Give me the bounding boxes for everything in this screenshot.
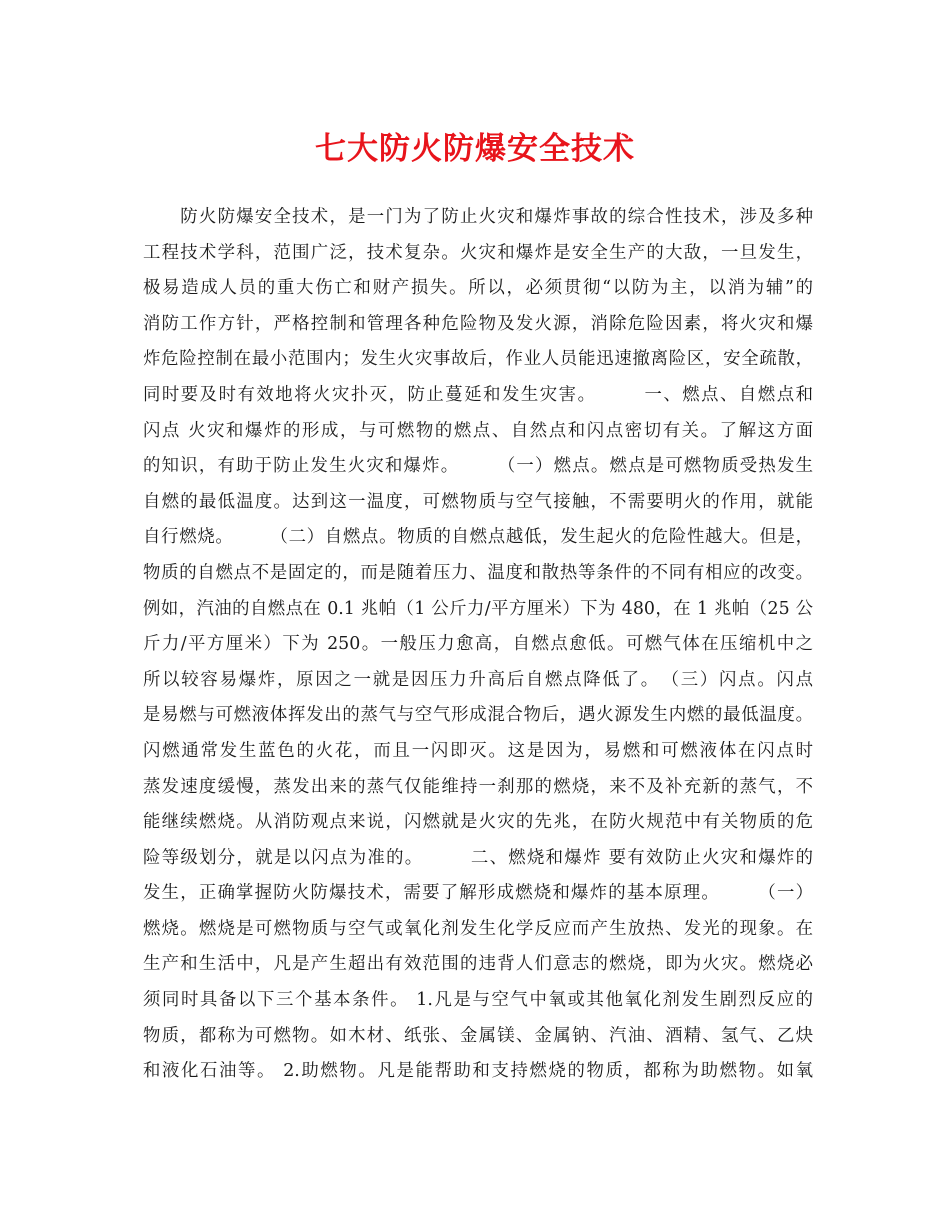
body-line: 险等级划分，就是以闪点为准的。 二、燃烧和爆炸 要有效防止火灾和爆炸的 bbox=[143, 847, 813, 868]
body-line: 工程技术学科，范围广泛，技术复杂。火灾和爆炸是安全生产的大敌，一旦发生， bbox=[143, 242, 813, 263]
body-line: 和液化石油等。 2.助燃物。凡是能帮助和支持燃烧的物质，都称为助燃物。如氧 bbox=[143, 1061, 813, 1082]
body-line: 能继续燃烧。从消防观点来说，闪燃就是火灾的先兆，在防火规范中有关物质的危 bbox=[143, 812, 813, 833]
document-title: 七大防火防爆安全技术 bbox=[315, 131, 635, 167]
body-line: 斤力/平方厘米）下为 250。一般压力愈高，自燃点愈低。可燃气体在压缩机中之 bbox=[143, 634, 813, 655]
body-line: 发生，正确掌握防火防爆技术，需要了解形成燃烧和爆炸的基本原理。 （一） bbox=[143, 883, 813, 904]
body-line: 闪燃通常发生蓝色的火花，而且一闪即灭。这是因为，易燃和可燃液体在闪点时 bbox=[143, 740, 813, 761]
document-body bbox=[143, 200, 813, 1090]
body-line: 蒸发速度缓慢，蒸发出来的蒸气仅能维持一刹那的燃烧，来不及补充新的蒸气，不 bbox=[143, 776, 813, 797]
body-line: 闪点 火灾和爆炸的形成，与可燃物的燃点、自然点和闪点密切有关。了解这方面 bbox=[143, 420, 813, 441]
body-line: 物质，都称为可燃物。如木材、纸张、金属镁、金属钠、汽油、酒精、氢气、乙炔 bbox=[143, 1025, 813, 1046]
body-line: 燃烧。燃烧是可燃物质与空气或氧化剂发生化学反应而产生放热、发光的现象。在 bbox=[143, 918, 813, 939]
body-line: 极易造成人员的重大伤亡和财产损失。所以，必须贯彻“以防为主，以消为辅”的 bbox=[143, 278, 813, 299]
body-line: 消防工作方针，严格控制和管理各种危险物及发火源，消除危险因素，将火灾和爆 bbox=[143, 313, 813, 334]
body-line: 生产和生活中，凡是产生超出有效范围的违背人们意志的燃烧，即为火灾。燃烧必 bbox=[143, 954, 813, 975]
body-line: 防火防爆安全技术，是一门为了防止火灾和爆炸事故的综合性技术，涉及多种 bbox=[143, 207, 813, 227]
body-line: 所以较容易爆炸，原因之一就是因压力升高后自燃点降低了。 （三）闪点。闪点 bbox=[143, 669, 813, 690]
body-line: 炸危险控制在最小范围内；发生火灾事故后，作业人员能迅速撤离险区，安全疏散， bbox=[143, 349, 813, 370]
body-line: 物质的自燃点不是固定的，而是随着压力、温度和散热等条件的不同有相应的改变。 bbox=[143, 562, 813, 583]
body-line: 须同时具备以下三个基本条件。 1.凡是与空气中氧或其他氧化剂发生剧烈反应的 bbox=[143, 990, 813, 1011]
body-line: 同时要及时有效地将火灾扑灭，防止蔓延和发生灾害。 一、燃点、自燃点和 bbox=[143, 384, 813, 405]
body-line: 是易燃与可燃液体挥发出的蒸气与空气形成混合物后，遇火源发生内燃的最低温度。 bbox=[143, 705, 813, 726]
body-line: 的知识，有助于防止发生火灾和爆炸。 （一）燃点。燃点是可燃物质受热发生 bbox=[143, 456, 813, 477]
body-line: 自燃的最低温度。达到这一温度，可燃物质与空气接触，不需要明火的作用，就能 bbox=[143, 491, 813, 512]
body-line: 自行燃烧。 （二）自燃点。物质的自燃点越低，发生起火的危险性越大。但是， bbox=[143, 527, 813, 548]
body-line: 例如，汽油的自燃点在 0.1 兆帕（1 公斤力/平方厘米）下为 480，在 1 兆帕（25 公 bbox=[143, 598, 813, 619]
